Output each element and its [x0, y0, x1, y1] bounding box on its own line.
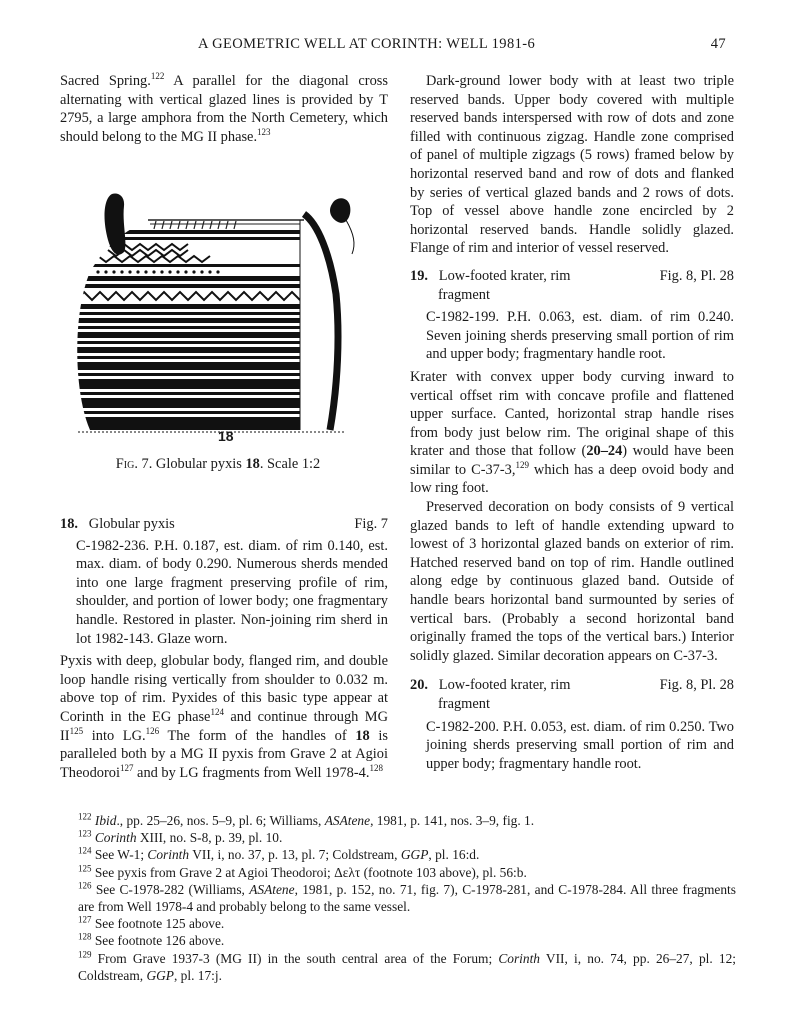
- footnote-127: $^{127}$ See footnote 125 above.: [78, 914, 225, 932]
- left-column-intro: [60, 72, 388, 146]
- footnote-122: $^{122}$ Ibid., pp. 25–26, nos. 5–9, pl. 6; Williams, ASAtene, 1981, p. 141, nos. 3–9, fig. 1.: [78, 811, 535, 828]
- footnote-126: $^{126}$ See C-1978-282 (Williams, ASAtene, 1981, p. 152, no. 71, fig. 7), C-1978-281, and C-1978-284. All three fragments are from Well 1978-4 and probably belong to the same vessel.: [78, 880, 736, 915]
- footnote-number: 128: [78, 931, 92, 942]
- footnote-number: 122: [78, 811, 92, 822]
- intro-paragraph: Sacred Spring.$^{122}$ A parallel for the diagonal cross alternating with vertical glazed lines is provided by T 2795, a large amphora from the North Cemetery, which should belong to the MG II phase.$^{123}$: [60, 71, 388, 145]
- catalogue-entry-19-description: C-1982-199. P.H. 0.063, est. diam. of rim 0.240. Seven joining sherds preserving small portion of rim and upper body; fragmentary handle root.: [426, 309, 734, 363]
- left-column-catalogue: [60, 515, 388, 782]
- footnote-number: 125: [78, 863, 92, 874]
- running-title: A GEOMETRIC WELL AT CORINTH: WELL 1981-6: [198, 36, 536, 52]
- entry-18-decoration: Dark-ground lower body with at least two triple reserved bands. Upper body covered with multiple reserved bands interspersed with row of dots and zone filled with continuous zigzag. Handle zone comprised of panel of multiple zigzags (5 rows) framed below by horizontal reserved band and row of dots and flanked by series of vertical glazed bands and 2 rows of dots. Top of vessel above handle zone encircled by 2 horizontal reserved bands. Handle solidly glazed. Flange of rim and interior of vessel reserved.: [410, 73, 734, 257]
- footnote-number: 126: [78, 880, 92, 891]
- entry-19-discussion: Krater with convex upper body curving inward to vertical offset rim with concave profile and flattened upper surface. Canted, horizontal strap handle rises from body just below rim. The original shape of this krater and those that follow (20–24) would have been similar to C-37-3,$^{129}$ which has a deep ovoid body and low ring foot.: [410, 368, 734, 497]
- right-column: [410, 72, 734, 773]
- catalogue-entry-19-heading: 19. Low-footed krater, rim Fig. 8, Pl. 28: [410, 267, 734, 284]
- figure-caption: Fig. 7. Globular pyxis 18. Scale 1:2: [115, 456, 321, 472]
- footnote-124: $^{124}$ See W-1; Corinth VII, i, no. 37, p. 13, pl. 7; Coldstream, GGP, pl. 16:d.: [78, 845, 480, 863]
- footnote-125: $^{125}$ See pyxis from Grave 2 at Agioi Theodoroi; Δελτ (footnote 103 above), pl. 56:b.: [78, 863, 527, 880]
- figure-reference: Fig. 7: [354, 516, 388, 532]
- footnote-123: $^{123}$ Corinth XIII, no. S-8, p. 39, pl. 10.: [78, 828, 283, 846]
- entry-18-discussion: Pyxis with deep, globular body, flanged rim, and double loop handle rising vertically from shoulder to 0.032 m. above top of rim. Pyxides of this basic type appear at Corinth in the EG phase$^{124}$ and continue through MG II$^{125}$ into LG.$^{126}$ The form of the handles of 18 is paralleled both by a MG II pyxis from Grave 2 at Agioi Theodoroi$^{127}$ and by LG fragments from Well 1978-4.$^{128}$: [60, 653, 388, 781]
- figure-number-label: 18: [218, 428, 234, 444]
- running-header: [60, 36, 736, 56]
- footnote-number: 123: [78, 828, 92, 839]
- figure-reference: Fig. 8, Pl. 28: [659, 677, 734, 694]
- catalogue-entry-20-continuation: fragment: [438, 696, 490, 712]
- catalogue-entry-20-description: C-1982-200. P.H. 0.053, est. diam. of rim 0.250. Two joining sherds preserving small portion of rim and upper body; fragmentary handle root.: [426, 718, 734, 772]
- catalogue-entry-18-heading: 18. Globular pyxis Fig. 7: [60, 516, 388, 532]
- footnote-129: $^{129}$ From Grave 1937-3 (MG II) in the south central area of the Forum; Corinth VII, i, no. 74, pp. 26–27, pl. 12; Coldstream, GGP, pl. 17:j.: [78, 949, 736, 983]
- catalogue-entry-19-continuation: fragment: [438, 286, 490, 303]
- pyxis-profile-svg: [68, 184, 368, 449]
- catalogue-entry-18-description: C-1982-236. P.H. 0.187, est. diam. of rim 0.140, est. max. diam. of body 0.290. Numerous sherds mended into one large fragment preserving profile of rim, shoulder, and portion of lower body; one fragmentary handle. Restored in plaster. Non-joining rim sherd in lot 1982-143. Glaze worn.: [76, 537, 388, 647]
- footnotes: [60, 812, 736, 984]
- footnote-number: 129: [78, 949, 92, 960]
- footnote-128: $^{128}$ See footnote 126 above.: [78, 931, 225, 949]
- footnote-number: 124: [78, 845, 92, 856]
- page-number: 47: [710, 36, 726, 52]
- figure-reference: Fig. 8, Pl. 28: [659, 267, 734, 284]
- catalogue-entry-20-heading: 20. Low-footed krater, rim Fig. 8, Pl. 28: [410, 677, 734, 694]
- entry-19-decoration: Preserved decoration on body consists of 9 vertical glazed bands to left of handle extending upward to lowest of 3 horizontal glazed bands on exterior of rim. Hatched reserved band on top of rim. Handle outlined along edge by continuous glazed band. Outside of handle bears horizontal band surmounted by series of vertical bars. (Probably a second horizontal band originally framed the tops of the vertical bars.) Interior solidly glazed. Similar decoration appears on C-37-3.: [410, 499, 734, 664]
- pyxis-drawing: [68, 184, 368, 449]
- footnote-number: 127: [78, 914, 92, 925]
